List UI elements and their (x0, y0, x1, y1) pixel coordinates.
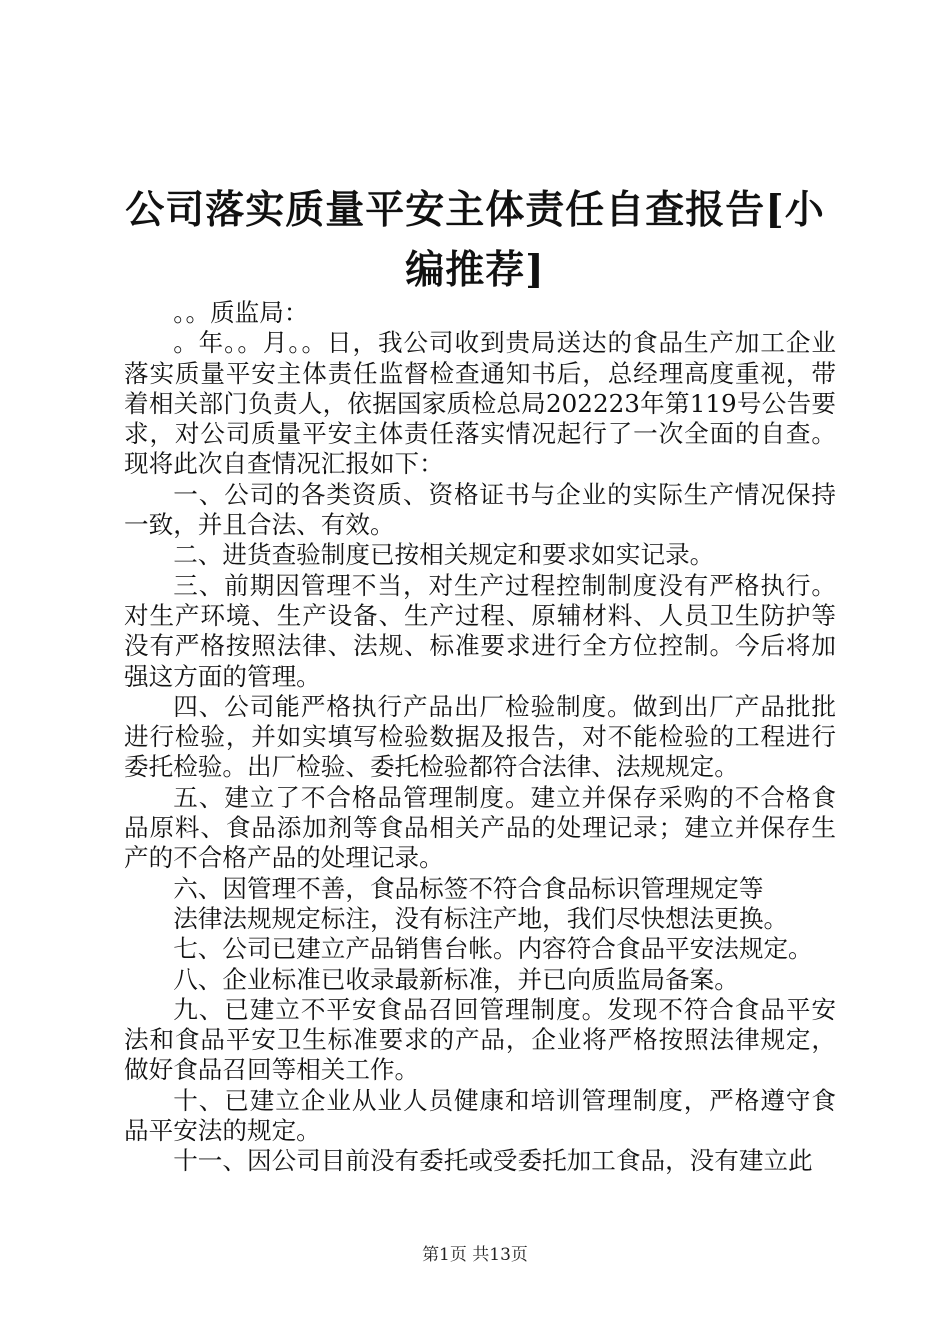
salutation: 。。质监局： (173, 298, 309, 327)
item-2-paragraph: 二、进货查验制度已按相关规定和要求如实记录。 (173, 540, 715, 570)
page-footer: 第1页 共13页 (422, 1245, 528, 1265)
item-6-paragraph: 六、因管理不善，食品标签不符合食品标识管理规定等 (173, 873, 764, 903)
intro-paragraph: 。年。。月。。日，我公司收到贵局送达的食品生产加工企业落实质量平安主体责任监督检查通知书后，总经理高度重视，带着相关部门负责人，依据国家质检总局202223年第119号公告要求，对公司质量平安主体责任落实情况起行了一次全面的自查。现将此次自查情况汇报如下： (124, 328, 836, 479)
document-body (124, 298, 836, 1177)
item-9-paragraph: 九、已建立不平安食品召回管理制度。发现不符合食品平安法和食品平安卫生标准要求的产品，企业将严格按照法律规定，做好食品召回等相关工作。 (124, 994, 836, 1085)
item-8-paragraph: 八、企业标准已收录最新标准，并已向质监局备案。 (173, 964, 739, 994)
document-title: 公司落实质量平安主体责任自查报告[小编推荐] (125, 187, 825, 293)
item-7-paragraph: 七、公司已建立产品销售台帐。内容符合食品平安法规定。 (173, 934, 813, 964)
item-6-continuation: 法律法规规定标注，没有标注产地，我们尽快想法更换。 (173, 903, 789, 933)
item-10-paragraph: 十、已建立企业从业人员健康和培训管理制度，严格遵守食品平安法的规定。 (124, 1085, 836, 1146)
item-5-paragraph: 五、建立了不合格品管理制度。建立并保存采购的不合格食品原料、食品添加剂等食品相关产品的处理记录；建立并保存生产的不合格产品的处理记录。 (124, 782, 836, 873)
item-3-paragraph: 三、前期因管理不当，对生产过程控制制度没有严格执行。对生产环境、生产设备、生产过程、原辅材料、人员卫生防护等没有严格按照法律、法规、标准要求进行全方位控制。今后将加强这方面的管理。 (124, 570, 836, 691)
item-11-paragraph: 十一、因公司目前没有委托或受委托加工食品，没有建立此 (173, 1146, 813, 1176)
item-1-paragraph: 一、公司的各类资质、资格证书与企业的实际生产情况保持一致，并且合法、有效。 (124, 479, 836, 540)
item-4-paragraph: 四、公司能严格执行产品出厂检验制度。做到出厂产品批批进行检验，并如实填写检验数据及报告，对不能检验的工程进行委托检验。出厂检验、委托检验都符合法律、法规规定。 (124, 691, 836, 782)
